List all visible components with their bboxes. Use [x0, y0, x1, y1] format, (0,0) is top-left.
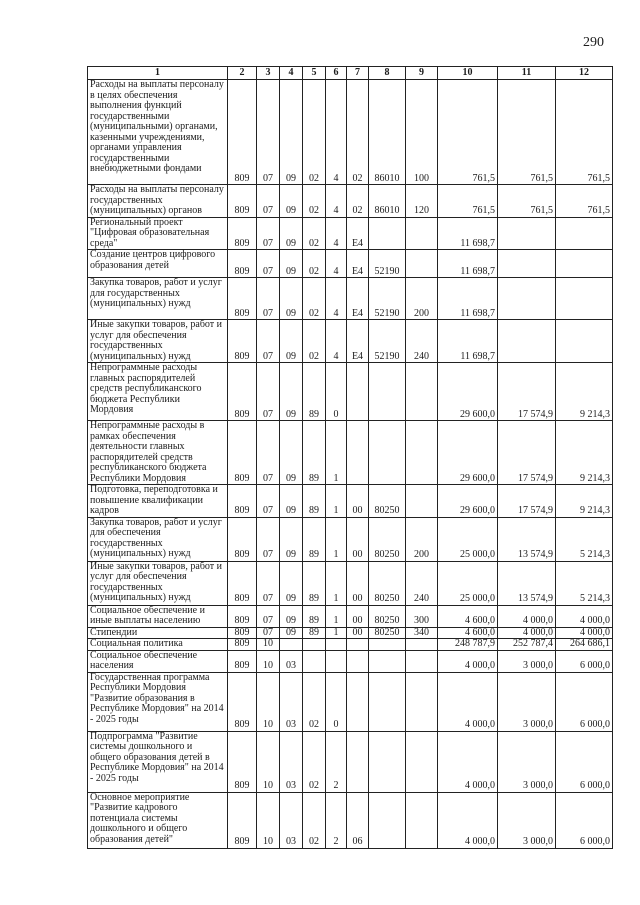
row-value-cell: 02 [347, 80, 369, 185]
row-value-cell: 17 574,9 [498, 485, 556, 518]
row-value-cell: 11 698,7 [438, 250, 498, 278]
row-value-cell: 09 [280, 278, 303, 320]
row-value-cell: 252 787,4 [498, 639, 556, 651]
row-value-cell: 761,5 [498, 185, 556, 218]
row-value-cell [369, 792, 406, 848]
row-name-cell: Закупка товаров, работ и услуг для обеспечения государственных (муниципальных) нужд [88, 517, 228, 561]
column-header: 5 [303, 67, 326, 80]
row-value-cell: 03 [280, 650, 303, 672]
row-value-cell: 4 000,0 [556, 605, 613, 627]
row-value-cell: 07 [257, 627, 280, 639]
row-value-cell: 300 [406, 605, 438, 627]
row-value-cell: 25 000,0 [438, 517, 498, 561]
row-value-cell: E4 [347, 250, 369, 278]
row-value-cell [406, 731, 438, 792]
table-row [88, 278, 613, 320]
row-value-cell [303, 650, 326, 672]
row-value-cell: E4 [347, 320, 369, 363]
row-value-cell: 07 [257, 605, 280, 627]
row-value-cell: 6 000,0 [556, 650, 613, 672]
table-row [88, 561, 613, 605]
row-value-cell: 1 [326, 485, 347, 518]
row-value-cell: 89 [303, 517, 326, 561]
row-value-cell: 02 [303, 185, 326, 218]
row-value-cell: 52190 [369, 278, 406, 320]
row-name-cell: Социальное обеспечение и иные выплаты населению [88, 605, 228, 627]
row-value-cell: 809 [228, 217, 257, 250]
row-value-cell: 07 [257, 561, 280, 605]
row-value-cell: 100 [406, 80, 438, 185]
row-value-cell: 3 000,0 [498, 650, 556, 672]
row-value-cell [556, 278, 613, 320]
row-value-cell [498, 278, 556, 320]
row-value-cell [406, 217, 438, 250]
row-name-cell: Региональный проект "Цифровая образовательная среда" [88, 217, 228, 250]
row-value-cell [303, 639, 326, 651]
row-value-cell [406, 250, 438, 278]
row-value-cell: 4 [326, 185, 347, 218]
row-value-cell: 09 [280, 485, 303, 518]
row-value-cell: 1 [326, 421, 347, 485]
row-value-cell: 07 [257, 320, 280, 363]
row-value-cell: 4 000,0 [438, 792, 498, 848]
row-name-cell: Закупка товаров, работ и услуг для государственных (муниципальных) нужд [88, 278, 228, 320]
row-value-cell: 1 [326, 561, 347, 605]
row-value-cell: 2 [326, 792, 347, 848]
row-value-cell: 1 [326, 517, 347, 561]
row-value-cell: 809 [228, 731, 257, 792]
row-value-cell [556, 250, 613, 278]
row-name-cell: Непрограммные расходы главных распорядителей средств республиканского бюджета Республики Мордовия [88, 363, 228, 421]
row-value-cell: 02 [347, 185, 369, 218]
row-value-cell: 80250 [369, 605, 406, 627]
row-value-cell [498, 250, 556, 278]
row-value-cell: 03 [280, 672, 303, 731]
row-value-cell: 11 698,7 [438, 320, 498, 363]
row-value-cell: 10 [257, 672, 280, 731]
row-value-cell: 29 600,0 [438, 485, 498, 518]
row-value-cell: 00 [347, 485, 369, 518]
row-value-cell: 4 [326, 320, 347, 363]
row-value-cell: 02 [303, 792, 326, 848]
row-value-cell: 03 [280, 792, 303, 848]
row-value-cell: 4 [326, 250, 347, 278]
column-header: 7 [347, 67, 369, 80]
row-value-cell: 4 000,0 [438, 650, 498, 672]
row-name-cell: Социальное обеспечение населения [88, 650, 228, 672]
row-name-cell: Государственная программа Республики Мордовия "Развитие образования в Республике Мордовия" на 2014 - 2025 годы [88, 672, 228, 731]
row-value-cell: E4 [347, 278, 369, 320]
row-value-cell: 17 574,9 [498, 421, 556, 485]
table-header [88, 67, 613, 80]
row-value-cell: 5 214,3 [556, 517, 613, 561]
row-value-cell [406, 672, 438, 731]
row-value-cell: 02 [303, 250, 326, 278]
row-value-cell: 02 [303, 320, 326, 363]
row-value-cell: 200 [406, 278, 438, 320]
row-value-cell: 89 [303, 605, 326, 627]
row-value-cell: 00 [347, 517, 369, 561]
row-value-cell: 3 000,0 [498, 731, 556, 792]
row-value-cell: 9 214,3 [556, 421, 613, 485]
table-row [88, 672, 613, 731]
row-value-cell: 13 574,9 [498, 561, 556, 605]
row-value-cell: 09 [280, 250, 303, 278]
table-row [88, 185, 613, 218]
row-value-cell: 809 [228, 250, 257, 278]
row-value-cell: 6 000,0 [556, 731, 613, 792]
row-value-cell [369, 421, 406, 485]
row-value-cell: 1 [326, 627, 347, 639]
table-row [88, 731, 613, 792]
row-value-cell [556, 217, 613, 250]
row-value-cell: 09 [280, 605, 303, 627]
row-value-cell: 07 [257, 217, 280, 250]
row-value-cell: 809 [228, 672, 257, 731]
row-name-cell: Подготовка, переподготовка и повышение квалификации кадров [88, 485, 228, 518]
page-number: 290 [583, 35, 604, 50]
row-value-cell [326, 639, 347, 651]
row-value-cell: 809 [228, 485, 257, 518]
row-value-cell: 809 [228, 792, 257, 848]
row-value-cell: 809 [228, 605, 257, 627]
row-value-cell: 809 [228, 627, 257, 639]
row-value-cell: 07 [257, 363, 280, 421]
row-value-cell [498, 320, 556, 363]
row-value-cell [347, 363, 369, 421]
row-value-cell [406, 485, 438, 518]
row-value-cell: 5 214,3 [556, 561, 613, 605]
column-header: 4 [280, 67, 303, 80]
row-value-cell: 06 [347, 792, 369, 848]
row-value-cell: 0 [326, 672, 347, 731]
row-value-cell: 4 000,0 [498, 605, 556, 627]
row-value-cell [326, 650, 347, 672]
row-value-cell: 4 000,0 [438, 672, 498, 731]
row-value-cell: 11 698,7 [438, 217, 498, 250]
table-row [88, 627, 613, 639]
row-name-cell: Непрограммные расходы в рамках обеспечения деятельности главных распорядителей средств республиканского бюджета Республики Мордовия [88, 421, 228, 485]
row-value-cell: 809 [228, 80, 257, 185]
table-body [88, 80, 613, 849]
row-value-cell: 4 000,0 [498, 627, 556, 639]
row-value-cell: 09 [280, 627, 303, 639]
row-value-cell: 03 [280, 731, 303, 792]
row-value-cell: 4 000,0 [556, 627, 613, 639]
column-header: 11 [498, 67, 556, 80]
row-value-cell: 3 000,0 [498, 672, 556, 731]
row-value-cell: 9 214,3 [556, 485, 613, 518]
row-value-cell: 809 [228, 639, 257, 651]
row-value-cell: 0 [326, 363, 347, 421]
row-value-cell: 809 [228, 517, 257, 561]
row-value-cell: 80250 [369, 561, 406, 605]
row-value-cell [406, 650, 438, 672]
row-value-cell [498, 217, 556, 250]
row-value-cell: 809 [228, 278, 257, 320]
row-value-cell: 07 [257, 185, 280, 218]
row-value-cell: 809 [228, 561, 257, 605]
column-header: 2 [228, 67, 257, 80]
row-value-cell: 02 [303, 672, 326, 731]
table-row [88, 217, 613, 250]
row-value-cell: 09 [280, 320, 303, 363]
row-value-cell: 761,5 [438, 185, 498, 218]
row-value-cell [556, 320, 613, 363]
row-value-cell: 10 [257, 731, 280, 792]
row-value-cell: 809 [228, 421, 257, 485]
row-value-cell [347, 639, 369, 651]
column-header: 3 [257, 67, 280, 80]
row-value-cell: 89 [303, 627, 326, 639]
row-value-cell: 00 [347, 561, 369, 605]
row-value-cell [369, 650, 406, 672]
row-value-cell: 52190 [369, 320, 406, 363]
row-value-cell: 240 [406, 561, 438, 605]
table-row [88, 517, 613, 561]
row-value-cell: 89 [303, 421, 326, 485]
row-value-cell [347, 731, 369, 792]
row-name-cell: Иные закупки товаров, работ и услуг для обеспечения государственных (муниципальных) нужд [88, 320, 228, 363]
column-header: 12 [556, 67, 613, 80]
column-header: 8 [369, 67, 406, 80]
table-row [88, 605, 613, 627]
row-value-cell: 02 [303, 80, 326, 185]
row-value-cell: 00 [347, 605, 369, 627]
row-value-cell: 1 [326, 605, 347, 627]
row-value-cell: 761,5 [498, 80, 556, 185]
table-row [88, 650, 613, 672]
row-value-cell: 02 [303, 278, 326, 320]
row-name-cell: Расходы на выплаты персоналу в целях обеспечения выполнения функций государственными (муниципальными) органами, казенными учреждениями, органами управления государственными внебюджетными фондами [88, 80, 228, 185]
row-value-cell: 29 600,0 [438, 421, 498, 485]
row-value-cell [347, 672, 369, 731]
row-value-cell: 264 686,1 [556, 639, 613, 651]
row-value-cell [347, 650, 369, 672]
row-value-cell: E4 [347, 217, 369, 250]
row-value-cell: 6 000,0 [556, 792, 613, 848]
row-name-cell: Создание центров цифрового образования детей [88, 250, 228, 278]
table-row [88, 80, 613, 185]
row-value-cell: 9 214,3 [556, 363, 613, 421]
row-value-cell [280, 639, 303, 651]
row-value-cell [369, 639, 406, 651]
row-value-cell: 761,5 [556, 185, 613, 218]
table-row [88, 485, 613, 518]
row-value-cell [406, 363, 438, 421]
row-value-cell: 07 [257, 80, 280, 185]
row-value-cell: 200 [406, 517, 438, 561]
row-value-cell [369, 672, 406, 731]
row-value-cell: 86010 [369, 185, 406, 218]
row-value-cell: 09 [280, 421, 303, 485]
row-value-cell [406, 639, 438, 651]
row-value-cell: 89 [303, 485, 326, 518]
row-value-cell: 07 [257, 278, 280, 320]
row-value-cell: 248 787,9 [438, 639, 498, 651]
row-value-cell: 80250 [369, 627, 406, 639]
table-row [88, 421, 613, 485]
row-value-cell: 10 [257, 650, 280, 672]
row-value-cell: 00 [347, 627, 369, 639]
row-value-cell: 89 [303, 561, 326, 605]
row-value-cell: 4 [326, 217, 347, 250]
row-value-cell: 809 [228, 650, 257, 672]
row-value-cell: 80250 [369, 485, 406, 518]
row-value-cell: 2 [326, 731, 347, 792]
row-value-cell: 09 [280, 517, 303, 561]
row-value-cell [369, 217, 406, 250]
row-name-cell: Расходы на выплаты персоналу государственных (муниципальных) органов [88, 185, 228, 218]
row-name-cell: Подпрограмма "Развитие системы дошкольного и общего образования детей в Республике Мордовия" на 2014 - 2025 годы [88, 731, 228, 792]
column-header: 6 [326, 67, 347, 80]
column-header: 10 [438, 67, 498, 80]
row-value-cell: 10 [257, 639, 280, 651]
row-value-cell: 07 [257, 421, 280, 485]
row-value-cell: 3 000,0 [498, 792, 556, 848]
row-value-cell: 4 000,0 [438, 731, 498, 792]
row-value-cell: 120 [406, 185, 438, 218]
table-row [88, 363, 613, 421]
row-value-cell [369, 731, 406, 792]
row-value-cell: 09 [280, 80, 303, 185]
table-row [88, 639, 613, 651]
row-value-cell: 761,5 [438, 80, 498, 185]
row-value-cell: 11 698,7 [438, 278, 498, 320]
column-header: 9 [406, 67, 438, 80]
header-row [88, 67, 613, 80]
row-value-cell: 13 574,9 [498, 517, 556, 561]
row-value-cell: 07 [257, 517, 280, 561]
row-value-cell: 761,5 [556, 80, 613, 185]
row-value-cell: 809 [228, 320, 257, 363]
row-value-cell: 25 000,0 [438, 561, 498, 605]
row-value-cell: 240 [406, 320, 438, 363]
row-value-cell [369, 363, 406, 421]
row-value-cell: 09 [280, 185, 303, 218]
row-value-cell: 17 574,9 [498, 363, 556, 421]
row-name-cell: Иные закупки товаров, работ и услуг для обеспечения государственных (муниципальных) нужд [88, 561, 228, 605]
row-value-cell: 89 [303, 363, 326, 421]
row-value-cell: 86010 [369, 80, 406, 185]
row-value-cell: 10 [257, 792, 280, 848]
row-value-cell: 09 [280, 363, 303, 421]
table-row [88, 320, 613, 363]
row-value-cell: 29 600,0 [438, 363, 498, 421]
row-value-cell [406, 421, 438, 485]
row-name-cell: Социальная политика [88, 639, 228, 651]
row-value-cell: 4 [326, 278, 347, 320]
row-name-cell: Стипендии [88, 627, 228, 639]
row-value-cell: 4 600,0 [438, 605, 498, 627]
row-value-cell: 340 [406, 627, 438, 639]
table-row [88, 792, 613, 848]
table-row [88, 250, 613, 278]
row-value-cell [347, 421, 369, 485]
row-value-cell: 80250 [369, 517, 406, 561]
row-value-cell [406, 792, 438, 848]
column-header: 1 [88, 67, 228, 80]
row-value-cell: 4 600,0 [438, 627, 498, 639]
row-value-cell: 809 [228, 185, 257, 218]
row-value-cell: 09 [280, 217, 303, 250]
row-value-cell: 52190 [369, 250, 406, 278]
row-value-cell: 6 000,0 [556, 672, 613, 731]
budget-table [87, 66, 613, 849]
row-value-cell: 07 [257, 250, 280, 278]
row-value-cell: 02 [303, 217, 326, 250]
row-name-cell: Основное мероприятие "Развитие кадрового потенциала системы дошкольного и общего образования детей" [88, 792, 228, 848]
row-value-cell: 809 [228, 363, 257, 421]
row-value-cell: 4 [326, 80, 347, 185]
row-value-cell: 02 [303, 731, 326, 792]
row-value-cell: 07 [257, 485, 280, 518]
row-value-cell: 09 [280, 561, 303, 605]
